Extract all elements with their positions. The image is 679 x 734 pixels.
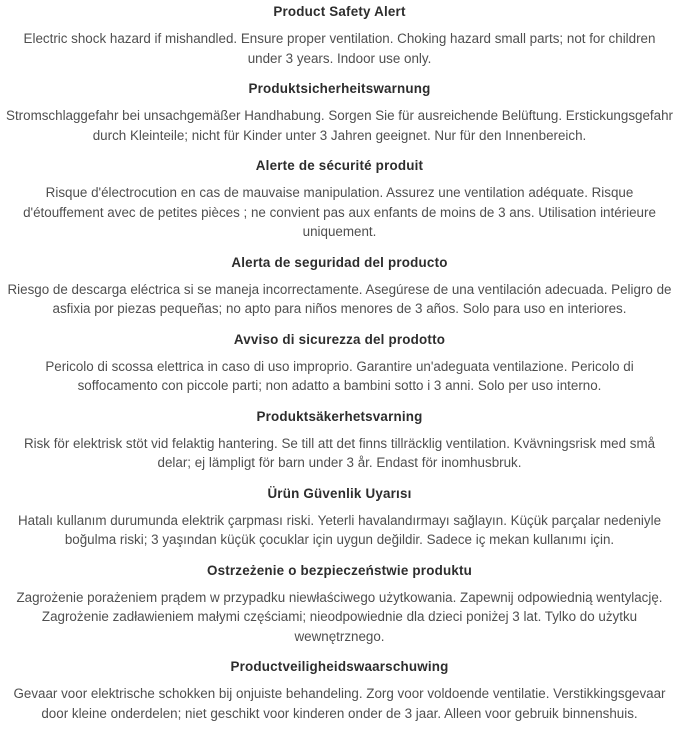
safety-section-german	[6, 79, 673, 145]
section-body-turkish: Hatalı kullanım durumunda elektrik çarpması riski. Yeterli havalandırmayı sağlayın. Küçük parçalar nedeniyle boğulma riski; 3 yaşından küçük çocuklar için uygun değildir. Sadece iç mekan kullanımı için.	[17, 512, 662, 547]
section-body-italian: Pericolo di scossa elettrica in caso di uso improprio. Garantire un'adeguata ventilazione. Pericolo di soffocamento con piccole parti; non adatto a bambini sotto i 3 anni. Solo per uso interno.	[45, 358, 634, 393]
section-heading-italian: Avviso di sicurezza del prodotto	[233, 331, 446, 347]
safety-section-turkish	[6, 484, 673, 550]
safety-section-french	[6, 156, 673, 242]
section-body-dutch: Gevaar voor elektrische schokken bij onjuiste behandeling. Zorg voor voldoende ventilatie. Verstikkingsgevaar door kleine onderdelen; niet geschikt voor kinderen onder de 3 jaar. Alleen voor gebruik binnenshuis.	[13, 686, 666, 721]
section-heading-dutch: Productveiligheidswaarschuwing	[230, 659, 449, 674]
safety-section-italian	[6, 330, 673, 396]
section-heading-english: Product Safety Alert	[273, 4, 406, 19]
safety-section-swedish	[6, 407, 673, 473]
safety-section-polish	[6, 561, 673, 647]
section-heading-french: Alerte de sécurité produit	[255, 158, 424, 173]
section-body-french: Risque d'électrocution en cas de mauvaise manipulation. Assurez une ventilation adéquate. Risque d'étouffement avec de petites pièces ; ne convient pas aux enfants de moins de 3 ans. Utilisation intérieure uniquement.	[23, 185, 656, 239]
section-heading-german: Produktsicherheitswarnung	[248, 81, 431, 96]
safety-section-english	[6, 2, 673, 68]
section-heading-swedish: Produktsäkerhetsvarning	[256, 408, 423, 424]
section-body-polish: Zagrożenie porażeniem prądem w przypadku niewłaściwego użytkowania. Zapewnij odpowiednią wentylację. Zagrożenie zadławieniem małymi częściami; nieodpowiednie dla dzieci poniżej 3 lat. Tylko do użytku wewnętrznego.	[16, 589, 663, 644]
section-body-spanish: Riesgo de descarga eléctrica si se maneja incorrectamente. Asegúrese de una ventilación adecuada. Peligro de asfixia por piezas pequeñas; no apto para niños menores de 3 años. Solo para uso en interiores.	[7, 281, 672, 316]
safety-section-spanish	[6, 253, 673, 319]
section-body-english: Electric shock hazard if mishandled. Ensure proper ventilation. Choking hazard small parts; not for children under 3 years. Indoor use only.	[23, 31, 656, 66]
section-heading-polish: Ostrzeżenie o bezpieczeństwie produktu	[206, 562, 473, 578]
section-heading-spanish: Alerta de seguridad del producto	[231, 254, 448, 270]
section-body-swedish: Risk för elektrisk stöt vid felaktig hantering. Se till att det finns tillräcklig ventilation. Kvävningsrisk med små delar; ej lämpligt för barn under 3 år. Endast för inomhusbruk.	[23, 435, 656, 470]
section-body-german: Stromschlaggefahr bei unsachgemäßer Handhabung. Sorgen Sie für ausreichende Belüftung. Erstickungsgefahr durch Kleinteile; nicht für Kinder unter 3 Jahren geeignet. Nur für den Innenbereich.	[6, 108, 673, 143]
section-heading-turkish: Ürün Güvenlik Uyarısı	[267, 485, 412, 501]
safety-section-dutch	[6, 657, 673, 723]
